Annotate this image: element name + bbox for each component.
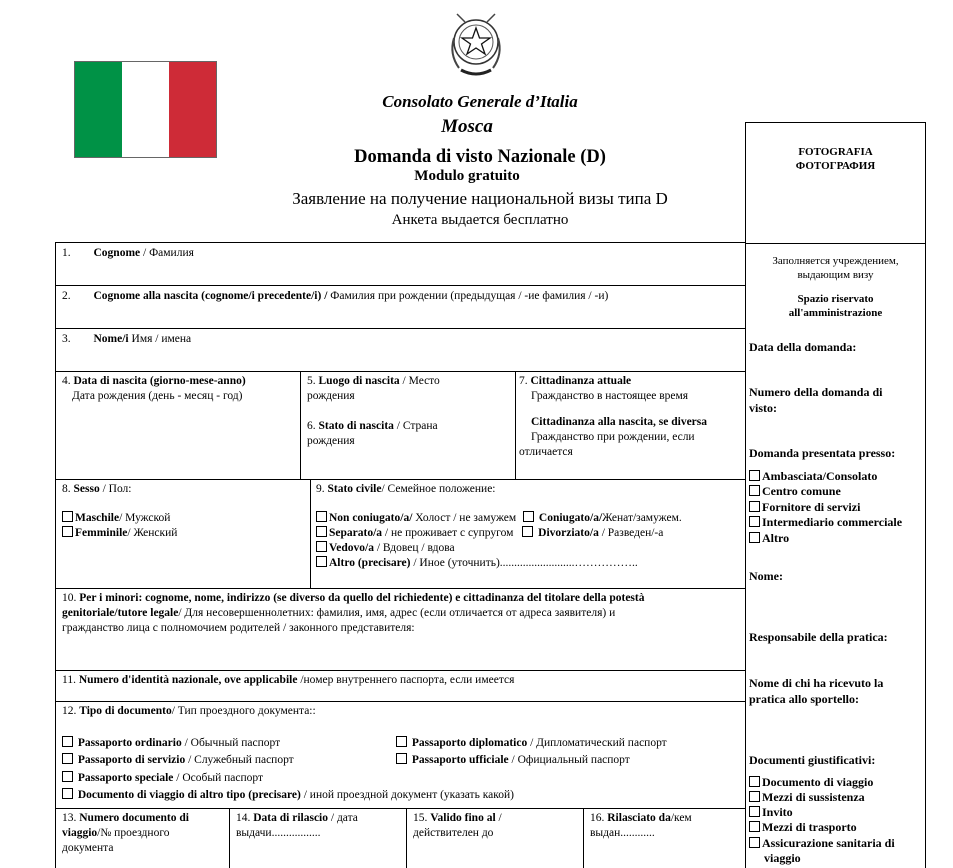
checkbox-icon[interactable] [62, 771, 73, 782]
doc-option-ordinary[interactable]: Passaporto ordinario / Обычный паспорт [62, 735, 514, 752]
field-label-ru: / [495, 812, 502, 824]
admin-date-label: Data della domanda: [749, 340, 857, 354]
field-label-ru: документа [62, 841, 114, 854]
field-label-it: Nome/i [93, 333, 129, 345]
civil-option-widowed[interactable]: Vedovo/a / Вдовец / вдова [316, 541, 740, 556]
checkbox-icon[interactable] [396, 753, 407, 764]
field-label-it: Stato civile [327, 483, 382, 495]
field-number: 15. [413, 812, 428, 824]
checkbox-icon[interactable] [62, 526, 73, 537]
field-number: 9. [316, 483, 325, 495]
checkbox-icon[interactable] [749, 532, 760, 543]
field-label-ru: отличается [519, 445, 573, 458]
field-label-ru: рождения [307, 434, 355, 447]
field-issued-by[interactable] [583, 808, 746, 868]
field-number: 7. [519, 375, 528, 387]
admin-number-label-1: Numero della domanda di [749, 385, 883, 399]
field-civil-status[interactable] [310, 479, 746, 589]
photo-label-it: FOTOGRAFIA [798, 146, 873, 158]
admin-documents-label: Documenti giustificativi: [749, 753, 876, 767]
field-label-ru: / Для несовершеннолетних: фамилия, имя, адрес (если отличается от адреса заявителя) и [178, 606, 616, 619]
doc-option-other[interactable]: Documento di viaggio di altro tipo (precisare) / иной проездной документ (указать какой) [62, 787, 514, 804]
checkbox-icon[interactable] [316, 526, 327, 537]
field-surname[interactable] [55, 242, 746, 286]
civil-option-divorced[interactable]: Divorziato/a / Разведен/-а [522, 527, 663, 539]
field-label-ru: Гражданство при рождении, если [531, 430, 695, 443]
checkbox-icon[interactable] [522, 526, 533, 537]
sex-option-female[interactable]: Femminile/ Женский [62, 526, 304, 541]
admin-presented-label: Domanda presentata presso: [749, 446, 896, 460]
field-label-ru: / Фамилия [140, 247, 194, 259]
field-label-it: Rilasciato da [607, 812, 671, 824]
field-label-ru: Фамилия при рождении (предыдущая / -ие фамилия / -и) [327, 290, 609, 302]
italian-flag [74, 61, 217, 158]
form-subtitle-it: Modulo gratuito [414, 168, 520, 184]
field-date-of-birth[interactable] [55, 371, 301, 480]
field-label-ru: /номер внутреннего паспорта, если имеется [297, 674, 515, 686]
doc-option-official[interactable]: Passaporto ufficiale / Официальный паспорт [396, 752, 667, 769]
field-number: 3. [62, 333, 71, 345]
field-label-ru: Имя / имена [128, 333, 192, 345]
admin-document-option[interactable]: Invito [749, 805, 925, 820]
field-label-it: Cognome alla nascita (cognome/i precedente/i) / [93, 290, 328, 302]
emblem-italy-icon [445, 8, 507, 82]
admin-document-option[interactable]: Documento di viaggio [749, 775, 925, 790]
flag-red-stripe [169, 62, 216, 157]
field-label-ru: гражданство лица с полномочием родителей / законного представителя: [62, 621, 415, 634]
field-label-it: viaggio [62, 826, 98, 839]
field-valid-until[interactable] [406, 808, 584, 868]
field-label-ru: / Тип проездного документа:: [171, 705, 316, 717]
field-label-ru: действителен до [413, 826, 494, 839]
field-number: 4. [62, 375, 71, 387]
admin-presented-option[interactable]: Centro comune [749, 484, 925, 500]
admin-presented-option[interactable]: Ambasciata/Consolato [749, 469, 925, 485]
admin-received-label-2: pratica allo sportello: [749, 691, 859, 706]
checkbox-icon[interactable] [62, 753, 73, 764]
field-number: 8. [62, 483, 71, 495]
checkbox-icon[interactable] [62, 788, 73, 799]
field-label-ru: / Пол: [99, 483, 132, 495]
admin-document-option[interactable]: Assicurazione sanitaria di [749, 836, 925, 851]
checkbox-icon[interactable] [62, 511, 73, 522]
field-number: 13. [62, 812, 77, 824]
field-number: 6. [307, 419, 316, 432]
admin-reserved-2: all'amministrazione [788, 306, 883, 319]
checkbox-icon[interactable] [749, 516, 760, 527]
field-number: 2. [62, 290, 71, 302]
form-subtitle-ru: Анкета выдается бесплатно [391, 212, 569, 228]
consulate-name: Consolato Generale d’Italia [382, 92, 578, 111]
checkbox-icon[interactable] [396, 736, 407, 747]
admin-document-option-cont: viaggio [764, 850, 801, 865]
civil-option-single[interactable]: Non coniugato/a/ Холост / не замужем [316, 512, 516, 524]
civil-option-other[interactable]: Altro (precisare) / Иное (уточнить)..........................…………….. [316, 556, 740, 571]
photo-label-ru: ФОТОГРАФИЯ [795, 160, 876, 173]
field-label-it: Tipo di documento [79, 705, 172, 717]
field-nationality[interactable] [515, 371, 746, 480]
field-label-ru: / дата [328, 812, 358, 824]
doc-option-special[interactable]: Passaporto speciale / Особый паспорт [62, 770, 514, 787]
checkbox-icon[interactable] [749, 470, 760, 481]
checkbox-icon[interactable] [749, 791, 760, 802]
field-label-it: Numero documento di [79, 812, 189, 824]
checkbox-icon[interactable] [316, 511, 327, 522]
admin-name-label: Nome: [749, 569, 783, 583]
civil-option-married[interactable]: Coniugato/a/Женат/замужем. [523, 512, 682, 524]
field-label-it: Cittadinanza attuale [530, 375, 632, 387]
admin-document-option[interactable]: Mezzi di sussistenza [749, 790, 925, 805]
checkbox-icon[interactable] [749, 485, 760, 496]
admin-reserved-1: Spazio riservato [797, 292, 874, 305]
field-label-ru: / Страна [393, 419, 438, 432]
checkbox-icon[interactable] [316, 541, 327, 552]
field-label-ru: /№ проездного [97, 826, 170, 839]
field-first-names[interactable] [55, 328, 746, 372]
flag-white-stripe [122, 62, 169, 157]
checkbox-icon[interactable] [749, 501, 760, 512]
field-label-it: Data di rilascio [253, 812, 328, 824]
checkbox-icon[interactable] [62, 736, 73, 747]
civil-option-separated[interactable]: Separato/a / не проживает с супругом [316, 527, 513, 539]
field-label-it: Cognome [93, 247, 141, 259]
admin-received-label-1: Nome di chi ha ricevuto la [749, 676, 884, 690]
admin-responsible-label: Responsabile della pratica: [749, 630, 888, 644]
field-document-number[interactable] [55, 808, 230, 868]
form-title-it: Domanda di visto Nazionale (D) [354, 147, 606, 167]
city-name: Mosca [441, 116, 493, 137]
field-label-ru: Гражданство в настоящее время [531, 389, 689, 402]
field-label-it: Cittadinanza alla nascita, se diversa [531, 415, 708, 428]
field-label-ru: / Семейное положение: [381, 483, 496, 495]
field-number: 12. [62, 705, 77, 717]
field-minors-guardian[interactable] [55, 588, 746, 671]
checkbox-icon[interactable] [749, 837, 760, 848]
field-label-it: Valido fino al [430, 812, 496, 824]
flag-green-stripe [75, 62, 122, 157]
field-number: 14. [236, 812, 251, 824]
field-number: 5. [307, 375, 316, 387]
field-label-ru: /кем [670, 812, 692, 824]
form-title-ru: Заявление на получение национальной визы типа D [292, 189, 668, 208]
field-label-it: Luogo di nascita [318, 375, 400, 387]
field-label-ru: выдачи................. [236, 826, 321, 839]
field-label-ru: Дата рождения (день - месяц - год) [72, 389, 243, 402]
admin-presented-option[interactable]: Intermediario commerciale [749, 515, 925, 531]
field-number: 10. [62, 592, 77, 604]
checkbox-icon[interactable] [749, 821, 760, 832]
field-number: 11. [62, 674, 76, 686]
field-surname-at-birth[interactable] [55, 285, 746, 329]
field-label-ru: выдан............ [590, 826, 655, 839]
field-label-it: Stato di nascita [318, 419, 394, 432]
field-label-it: Per i minori: cognome, nome, indirizzo (se diverso da quello del richiedente) e cittadinanza del titolare della potestà [79, 592, 645, 604]
admin-number-label-2: visto: [749, 400, 777, 415]
field-document-type[interactable] [55, 701, 746, 809]
admin-document-option[interactable]: Mezzi di trasporto [749, 820, 925, 835]
checkbox-icon[interactable] [523, 511, 534, 522]
doc-option-service[interactable]: Passaporto di servizio / Служебный паспорт [62, 752, 514, 769]
field-national-id[interactable] [55, 670, 746, 702]
field-label-it: Data di nascita (giorno-mese-anno) [73, 375, 246, 387]
field-issue-date[interactable] [229, 808, 407, 868]
sex-option-male[interactable]: Maschile/ Мужской [62, 511, 304, 526]
field-label-it: Sesso [73, 483, 100, 495]
admin-filled-by-ru-1: Заполняется учреждением, [772, 255, 899, 267]
admin-presented-option[interactable]: Altro [749, 531, 925, 547]
field-label-it: Numero d'identità nazionale, ove applicabile [78, 674, 298, 686]
field-number: 1. [62, 247, 71, 259]
admin-presented-option[interactable]: Fornitore di servizi [749, 500, 925, 516]
admin-filled-by-ru-2: выдающим визу [797, 269, 874, 282]
field-label-ru: / Место [399, 375, 440, 387]
checkbox-icon[interactable] [749, 776, 760, 787]
field-label-it: genitoriale/tutore legale [62, 606, 179, 619]
checkbox-icon[interactable] [749, 806, 760, 817]
field-sex[interactable] [55, 479, 311, 589]
field-number: 16. [590, 812, 605, 824]
doc-option-diplomatic[interactable]: Passaporto diplomatico / Дипломатический паспорт [396, 735, 667, 752]
photo-box [745, 122, 926, 244]
checkbox-icon[interactable] [316, 556, 327, 567]
field-place-of-birth[interactable] [300, 371, 516, 480]
field-label-ru: рождения [307, 389, 355, 402]
